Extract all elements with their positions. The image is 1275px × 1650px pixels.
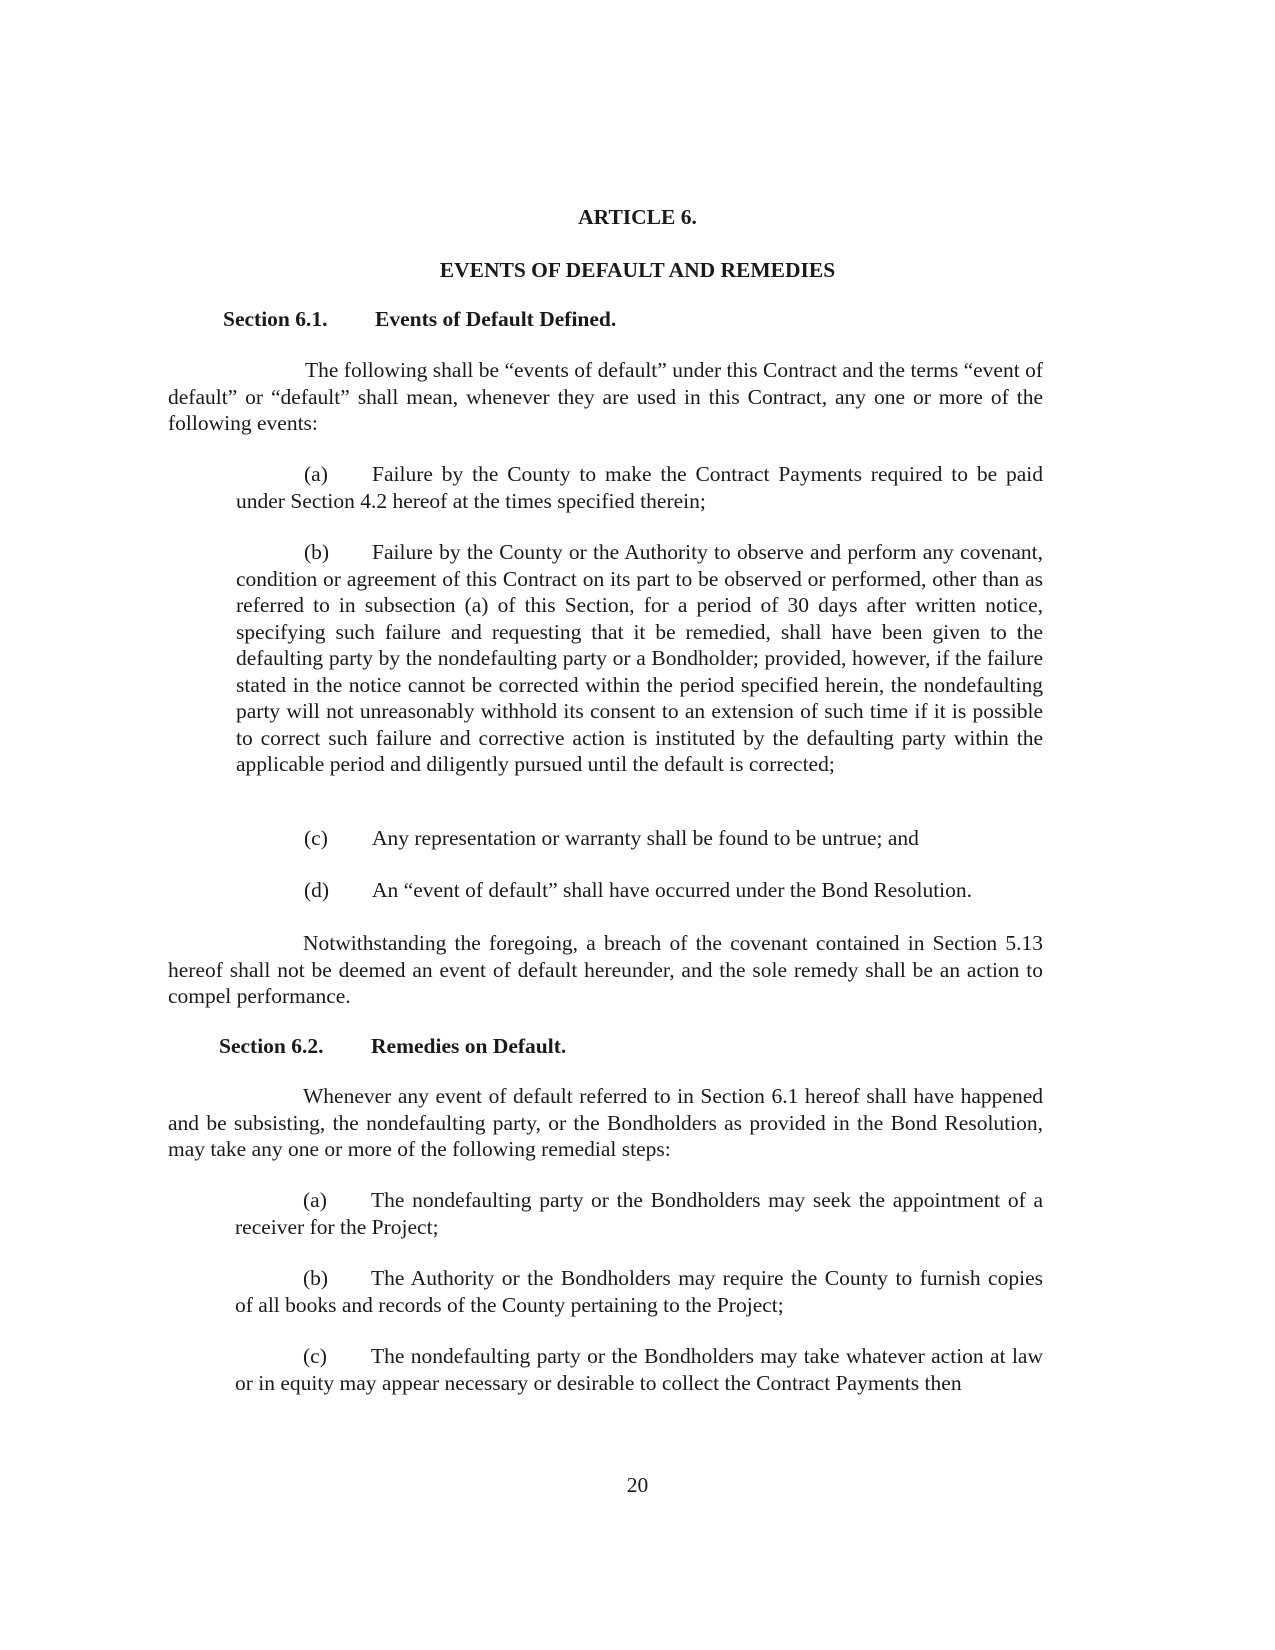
article-title: ARTICLE 6. [578,205,697,229]
section-6-2-item-c [235,1343,1043,1396]
item-label: (b) [304,540,330,564]
item-text: The nondefaulting party or the Bondholders may take whatever action at law or in equity may appear necessary or desirable to collect the Contract Payments then [235,1344,1043,1395]
item-text: Failure by the County or the Authority to observe and perform any covenant, condition or agreement of this Contract on its part to be observed or performed, other than as referred to in subsection (a) of this Section, for a period of 30 days after written notice, specifying such failure and requesting that it be remedied, shall have been given to the defaulting party by the nondefaulting party or a Bondholder; provided, however, if the failure stated in the notice cannot be corrected within the period specified herein, the nondefaulting party will not unreasonably withhold its consent to an extension of such time if it is possible to correct such failure and corrective action is instituted by the defaulting party within the applicable period and diligently pursued until the default is corrected; [236,540,1043,776]
section-6-2-item-b [235,1265,1043,1318]
section-6-2-item-a [235,1187,1043,1240]
section-6-1-item-b [236,539,1043,778]
item-label: (d) [304,878,330,902]
section-6-1-closing: Notwithstanding the foregoing, a breach of the covenant contained in Section 5.13 hereof shall not be deemed an event of default hereunder, and the sole remedy shall be an action to compel performance. [168,931,1043,1008]
section-6-1-intro: The following shall be “events of default” under this Contract and the terms “event of default” or “default” shall mean, whenever they are used in this Contract, any one or more of the following events: [168,358,1043,435]
section-6-2-heading [219,1034,566,1059]
section-6-1-heading [223,307,616,332]
article-subtitle: EVENTS OF DEFAULT AND REMEDIES [439,258,836,282]
item-label: (c) [304,826,328,850]
item-label: (a) [304,462,328,486]
section-6-1-title: Events of Default Defined. [375,307,617,331]
section-6-1-item-c [304,826,919,851]
section-6-1-item-d [304,878,972,903]
section-6-2-number: Section 6.2. [219,1034,324,1058]
item-text: The Authority or the Bondholders may require the County to furnish copies of all books and records of the County pertaining to the Project; [235,1266,1043,1317]
section-6-2-intro: Whenever any event of default referred to in Section 6.1 hereof shall have happened and be subsisting, the nondefaulting party, or the Bondholders as provided in the Bond Resolution, may take any one or more of the following remedial steps: [168,1084,1043,1161]
section-6-1-item-a [236,461,1043,514]
item-label: (c) [303,1344,327,1368]
item-text: Failure by the County to make the Contract Payments required to be paid under Section 4.2 hereof at the times specified therein; [236,462,1043,513]
section-6-1-number: Section 6.1. [223,307,328,331]
item-text: An “event of default” shall have occurred under the Bond Resolution. [372,878,973,902]
item-text: Any representation or warranty shall be found to be untrue; and [372,826,919,850]
section-6-2-title: Remedies on Default. [371,1034,567,1058]
page-number: 20 [626,1473,649,1497]
item-text: The nondefaulting party or the Bondholders may seek the appointment of a receiver for the Project; [235,1188,1043,1239]
item-label: (b) [303,1266,329,1290]
item-label: (a) [303,1188,327,1212]
